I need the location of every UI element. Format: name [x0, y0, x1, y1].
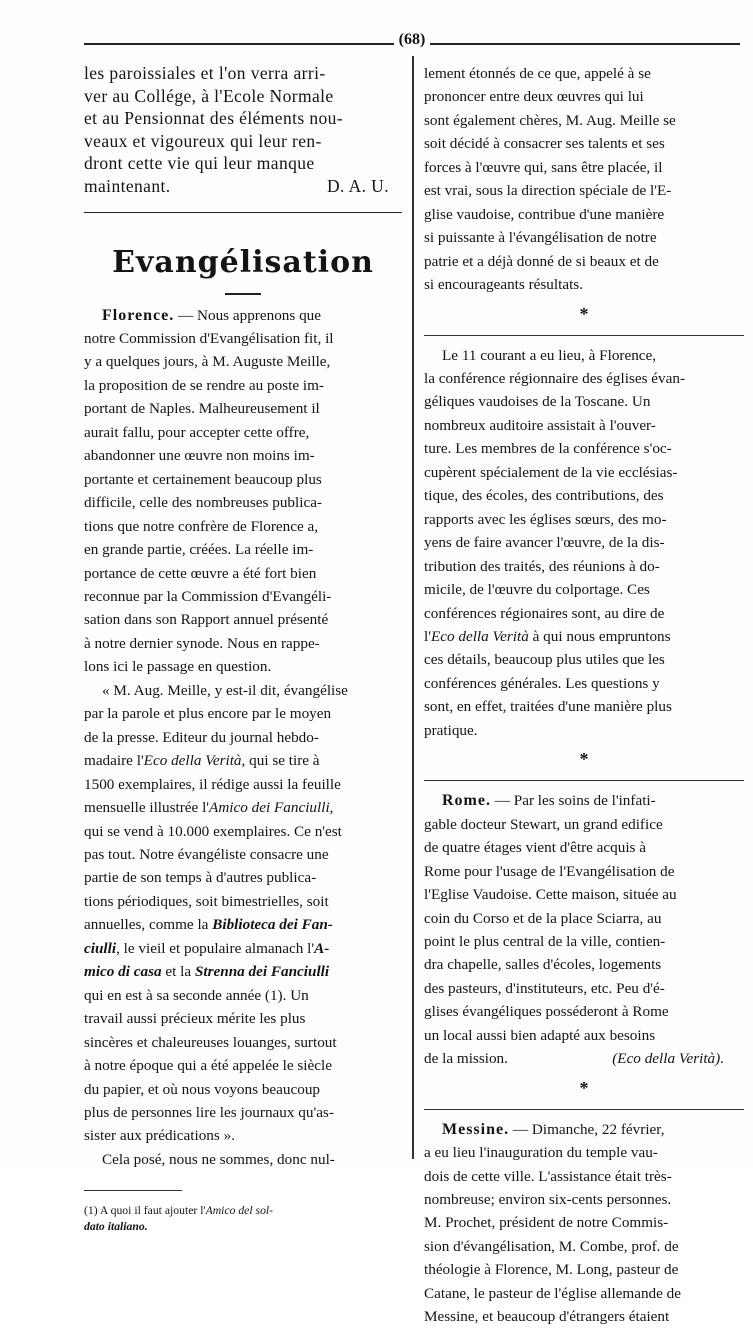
quote-text: , le vieil et populaire almanach l': [116, 939, 315, 957]
conference-line: géliques vaudoises de la Toscane. Un: [424, 393, 651, 411]
quote-text: , qui se tire à: [241, 752, 320, 770]
quote-text: et la: [161, 963, 195, 981]
rome-line: coin du Corso et de la place Sciarra, au: [424, 909, 662, 927]
footnote-continuation: [84, 1219, 402, 1235]
header-rule-left: [84, 43, 394, 45]
rome-label: Rome.: [442, 792, 491, 810]
intro-line: ver au Collége, à l'Ecole Normale: [84, 85, 334, 106]
messine-label: Messine.: [442, 1120, 510, 1138]
publication-title: Eco della Verità: [143, 752, 242, 770]
signature-start: maintenant.: [84, 175, 171, 196]
conference-line: nombreux auditoire assistait à l'ouver-: [424, 416, 656, 434]
quote-line: 1500 exemplaires, il rédige aussi la feuille: [84, 775, 341, 793]
publication-title: ciulli: [84, 939, 117, 957]
section-rule: [84, 212, 402, 213]
florence-line: la proposition de se rendre au poste im-: [84, 376, 324, 394]
rome-ending-line: [424, 1047, 724, 1070]
continuation-line: est vrai, sous la direction spéciale de l'E-: [424, 182, 672, 200]
quote-line: [84, 749, 402, 772]
rome-line: gable docteur Stewart, un grand edifice: [424, 815, 663, 833]
quote-line: [84, 960, 402, 983]
conference-line: ces détails, beaucoup plus utiles que les: [424, 651, 665, 669]
rome-source: (Eco della Verità).: [612, 1050, 724, 1068]
continuation-line: si puissante à l'évangélisation de notre: [424, 229, 657, 247]
florence-line: sation dans son Rapport annuel présenté: [84, 611, 329, 629]
messine-first-line: [424, 1118, 744, 1141]
quote-line: « M. Aug. Meille, y est-il dit, évangélise: [102, 681, 348, 699]
column-divider: [412, 56, 414, 1159]
florence-line: portant de Naples. Malheureusement il: [84, 400, 320, 418]
florence-line: aurait fallu, pour accepter cette offre,: [84, 423, 310, 441]
page-number: (68): [398, 31, 426, 48]
conference-line: yens de faire avancer l'œuvre, de la dis-: [424, 534, 665, 552]
messine-line: a eu lieu l'inauguration du temple vau-: [424, 1144, 658, 1162]
quote-line: à notre époque qui a été appelée le siècle: [84, 1057, 332, 1075]
florence-line: abandonner une œuvre non moins im-: [84, 447, 315, 465]
continuation-line: prononcer entre deux œuvres qui lui: [424, 88, 644, 106]
intro-line: veaux et vigoureux qui leur ren-: [84, 130, 322, 151]
separator-asterisk: *: [579, 749, 589, 770]
separator-asterisk: *: [579, 1077, 589, 1098]
rome-first-text: — Par les soins de l'infati-: [490, 792, 656, 810]
quote-line: travail aussi précieux mérite les plus: [84, 1010, 306, 1028]
florence-line: à notre dernier synode. Nous en rappe-: [84, 634, 320, 652]
messine-line: sion d'évangélisation, M. Combe, prof. de: [424, 1237, 679, 1255]
quote-text: ,: [329, 799, 334, 817]
continuation-line: glise vaudoise, contribue d'une manière: [424, 205, 665, 223]
rome-first-line: [424, 789, 744, 812]
quote-line: par la parole et plus encore par le moyen: [84, 705, 332, 723]
conference-line: micile, de l'œuvre du colportage. Ces: [424, 581, 650, 599]
publication-title: Biblioteca dei Fan-: [212, 916, 333, 934]
quote-line: de la presse. Editeur du journal hebdo-: [84, 728, 319, 746]
publication-title: Amico dei Fanciulli: [209, 799, 330, 817]
quote-line: plus de personnes lire les journaux qu'as-: [84, 1103, 334, 1121]
rome-line: de quatre étages vient d'être acquis à: [424, 839, 647, 857]
continuation-line: sont également chères, M. Aug. Meille se: [424, 111, 676, 129]
quote-text: madaire l': [84, 752, 144, 770]
header-rule-right: [430, 43, 740, 45]
footnote-publication: dato italiano.: [84, 1220, 148, 1234]
conference-line: tribution des traités, des réunions à do-: [424, 557, 660, 575]
quote-line: sister aux prédications ».: [84, 1127, 235, 1145]
continuation-line: si encourageants résultats.: [424, 276, 583, 294]
quote-line: [84, 796, 402, 819]
separator-rule: [424, 780, 744, 781]
footnote-publication: Amico del sol-: [205, 1204, 274, 1218]
quote-line: sincères et chaleureuses louanges, surtout: [84, 1033, 337, 1051]
messine-line: Catane, le pasteur de l'église allemande de: [424, 1284, 682, 1302]
continuation-line: forces à l'œuvre qui, sans être placée, il: [424, 158, 663, 176]
continuation-line: lement étonnés de ce que, appelé à se: [424, 65, 651, 82]
quote-line: qui se vend à 10.000 exemplaires. Ce n'est: [84, 822, 342, 840]
florence-line: portante et certainement beaucoup plus: [84, 470, 322, 488]
florence-line: portance de cette œuvre a été fort bien: [84, 564, 317, 582]
conference-line: cupèrent spécialement de la vie ecclésias-: [424, 463, 678, 481]
florence-label: Florence.: [102, 306, 175, 324]
conference-line: [424, 625, 744, 648]
left-column: [84, 62, 402, 1235]
messine-line: théologie à Florence, M. Long, pasteur de: [424, 1261, 679, 1279]
right-column: [424, 62, 744, 1329]
quote-line: partie de son temps à d'autres publica-: [84, 869, 317, 887]
conference-line: sont, en effet, traitées d'une manière plus: [424, 698, 672, 716]
messine-line: M. Prochet, président de notre Commis-: [424, 1214, 669, 1232]
continuation-line: soit décidé à consacrer ses talents et ses: [424, 135, 665, 153]
footnote-rule: [84, 1190, 182, 1191]
messine-line: dois de cette ville. L'assistance était très-: [424, 1167, 672, 1185]
separator-rule: [424, 335, 744, 336]
conference-line: la conférence régionnaire des églises évan-: [424, 369, 686, 387]
separator-rule: [424, 1109, 744, 1110]
florence-line: tions que notre confrère de Florence a,: [84, 517, 319, 535]
florence-line: y a quelques jours, à M. Auguste Meille,: [84, 353, 331, 371]
section-title: Evangélisation: [112, 244, 374, 280]
conference-line: pratique.: [424, 721, 478, 739]
separator-asterisk: *: [579, 303, 589, 324]
footnote-text: (1) A quoi il faut ajouter l': [84, 1204, 206, 1218]
conference-line: tique, des écoles, des contributions, des: [424, 487, 664, 505]
intro-line: les paroissiales et l'on verra arri-: [84, 63, 326, 83]
florence-first-text: — Nous apprenons que: [174, 306, 322, 324]
conference-text: à qui nous empruntons: [528, 627, 671, 645]
footnote: [84, 1203, 402, 1219]
conference-line: rapports avec les églises sœurs, des mo-: [424, 510, 667, 528]
rome-ending-text: de la mission.: [424, 1050, 508, 1068]
rome-line: Rome pour l'usage de l'Evangélisation de: [424, 862, 675, 880]
closing-line: Cela posé, nous ne sommes, donc nul-: [102, 1150, 335, 1168]
publication-title: A-: [314, 939, 330, 957]
rome-line: l'Eglise Vaudoise. Cette maison, située au: [424, 886, 677, 904]
rome-line: point le plus central de la ville, contien-: [424, 932, 666, 950]
quote-line: tions périodiques, soit bimestrielles, soit: [84, 892, 329, 910]
florence-line: reconnue par la Commission d'Evangéli-: [84, 588, 332, 605]
conference-line: conférences régionaires sont, au dire de: [424, 604, 665, 622]
quote-line: [84, 913, 402, 936]
rome-line: des pasteurs, d'instituteurs, etc. Peu d'é-: [424, 979, 665, 997]
conference-line: Le 11 courant a eu lieu, à Florence,: [442, 346, 657, 364]
publication-title: mico di casa: [84, 963, 162, 981]
conference-line: conférences générales. Les questions y: [424, 674, 660, 692]
quote-text: annuelles, comme la: [84, 916, 213, 934]
conference-line: ture. Les membres de la conférence s'oc-: [424, 440, 672, 458]
messine-line: nombreuse; environ six-cents personnes.: [424, 1191, 672, 1209]
signature: D. A. U.: [326, 175, 389, 196]
continuation-line: patrie et a déjà donné de si beaux et de: [424, 252, 659, 270]
rome-line: glises évangéliques posséderont à Rome: [424, 1003, 669, 1021]
rome-line: un local aussi bien adapté aux besoins: [424, 1026, 656, 1044]
florence-first-line: [84, 304, 402, 327]
signature-line: [84, 175, 389, 198]
quote-line: du papier, et où nous voyons beaucoup: [84, 1080, 321, 1098]
florence-line: notre Commission d'Evangélisation fit, il: [84, 330, 334, 348]
conference-text: l': [424, 627, 431, 645]
publication-title: Eco della Verità: [430, 627, 529, 645]
rome-line: dra chapelle, salles d'écoles, logements: [424, 956, 662, 974]
intro-line: dront cette vie qui leur manque: [84, 153, 315, 174]
messine-first-text: — Dimanche, 22 février,: [509, 1120, 665, 1138]
florence-line: en grande partie, créées. La réelle im-: [84, 541, 314, 559]
quote-line: pas tout. Notre évangéliste consacre une: [84, 845, 329, 863]
florence-line: difficile, celle des nombreuses publica-: [84, 494, 322, 512]
intro-line: et au Pensionnat des éléments nou-: [84, 108, 344, 129]
messine-line: Messine, et beaucoup d'étrangers étaient: [424, 1308, 670, 1326]
quote-text: mensuelle illustrée l': [84, 799, 210, 817]
florence-line: lons ici le passage en question.: [84, 658, 272, 676]
quote-line: qui en est à sa seconde année (1). Un: [84, 986, 309, 1004]
title-dash: [225, 293, 261, 295]
publication-title: Strenna dei Fanciulli: [194, 963, 330, 981]
quote-line: [84, 937, 402, 960]
